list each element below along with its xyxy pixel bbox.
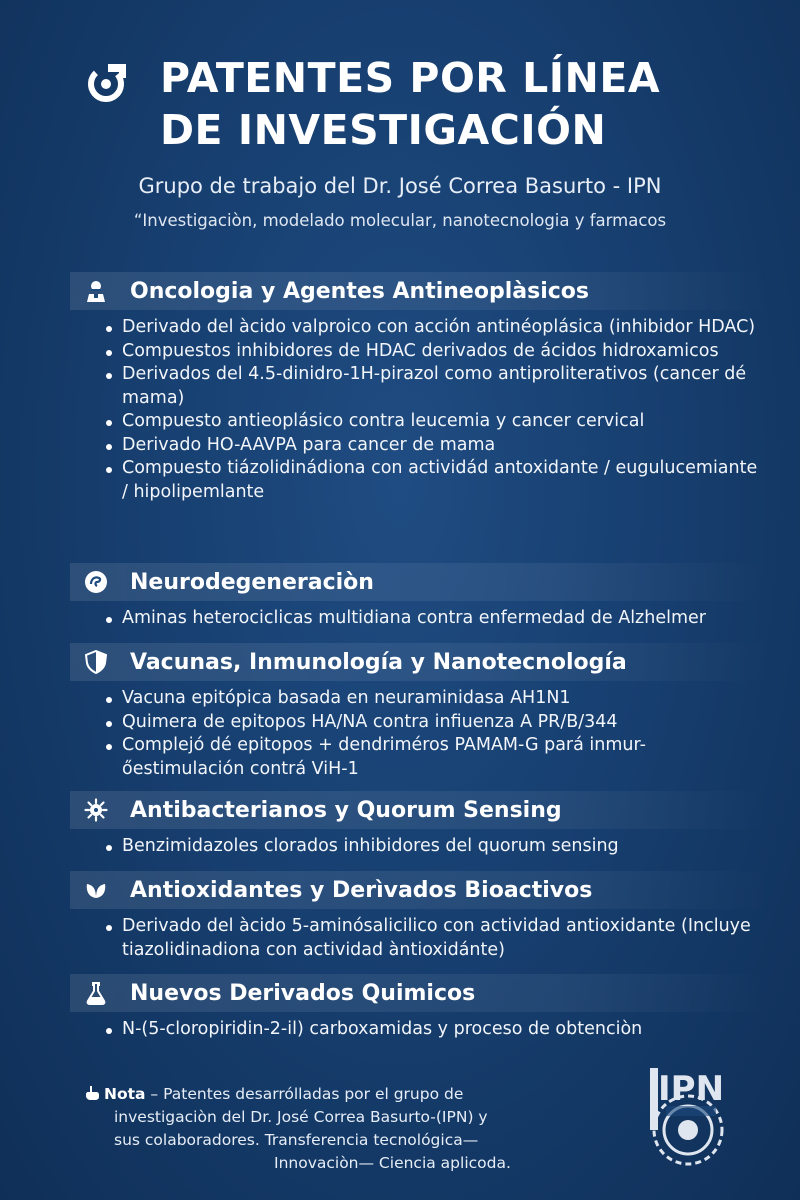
list-item: Derivado del àcido 5-aminósalicilico con actividad antioxidante (Incluye tiazolidinadiona con actividad àntioxidánte) <box>106 915 766 962</box>
item-list <box>70 915 770 962</box>
section-header <box>70 871 770 909</box>
section-header <box>70 643 770 681</box>
item-list <box>70 835 770 859</box>
list-item: Compuesto tiázolidinádiona con actividád antoxidante / eugulucemiante / hipolipemlante <box>106 457 766 504</box>
section-title: Neurodegeneraciòn <box>130 569 374 595</box>
section-title: Antioxidantes y Derìvados Bioactivos <box>130 877 593 903</box>
list-item: Quimera de epitopos HA/NA contra infiuenza A PR/B/344 <box>106 711 766 735</box>
section-header <box>70 974 770 1012</box>
list-item: Derivado del àcido valproico con acción antinéoplásica (inhibidor HDAC) <box>106 316 766 340</box>
tagline: “Investigaciòn, modelado molecular, nanotecnologia y farmacos <box>133 211 667 230</box>
note-text: – Patentes desarrólladas por el grupo de <box>145 1085 464 1103</box>
shield-icon <box>84 650 108 674</box>
item-list <box>70 1018 770 1042</box>
item-list <box>70 687 770 781</box>
section-title: Vacunas, Inmunología y Nanotecnología <box>130 649 627 675</box>
subtitle: Grupo de trabajo del Dr. José Correa Basurto - IPN <box>138 174 662 198</box>
list-item: Aminas heterociclicas multidiana contra enfermedad de Alzhelmer <box>106 607 766 631</box>
list-item: Derivado HO-AAVPA para cancer de mama <box>106 434 766 458</box>
section-header <box>70 791 770 829</box>
scientist-icon <box>84 279 108 303</box>
footer-note <box>84 1083 544 1175</box>
seal-text: IPN <box>658 1069 725 1109</box>
section-oncologia <box>70 272 770 504</box>
list-item: Vacuna epitópica basada en neuraminidasa AH1N1 <box>106 687 766 711</box>
section-title: Nuevos Derivados Quimicos <box>130 980 476 1006</box>
title-line-2: DE INVESTIGACIÓN <box>160 106 607 154</box>
note-line-3: sus colaboradores. Transferencia tecnológica— <box>114 1131 479 1149</box>
bacteria-icon <box>84 798 108 822</box>
note-line-2: investigaciòn del Dr. José Correa Basurto-(IPN) y <box>114 1108 488 1126</box>
hand-pointer-icon <box>84 1085 100 1101</box>
item-list <box>70 316 770 504</box>
section-header <box>70 272 770 310</box>
list-item: Compuestos inhibidores de HDAC derivados de ácidos hidroxamicos <box>106 340 766 364</box>
title-line-1: PATENTES POR LÍNEA <box>160 54 661 102</box>
section-title: Antibacterianos y Quorum Sensing <box>130 797 562 823</box>
item-list <box>70 607 770 631</box>
note-label: Nota <box>104 1085 146 1103</box>
page-title <box>160 52 780 156</box>
section-antibacterianos <box>70 791 770 859</box>
section-vacunas <box>70 643 770 781</box>
leaf-icon <box>84 878 108 902</box>
list-item: Derivados del 4.5-dinidro-1H-pirazol como antiproliterativos (cancer dé mama) <box>106 363 766 410</box>
section-antioxidantes <box>70 871 770 962</box>
patent-logo-icon <box>86 58 132 104</box>
section-neurodegeneracion <box>70 563 770 631</box>
flask-icon <box>84 981 108 1005</box>
list-item: N-(5-cloropiridin-2-il) carboxamidas y proceso de obtenciòn <box>106 1018 766 1042</box>
section-nuevos-derivados <box>70 974 770 1042</box>
section-header <box>70 563 770 601</box>
ipn-seal-logo <box>636 1060 736 1170</box>
list-item: Complejó dé epitopos + dendriméros PAMAM-G pará inmur-őestimulación contrá ViH-1 <box>106 734 766 781</box>
note-line-4: Innovaciòn— Ciencia aplicoda. <box>274 1154 511 1172</box>
section-title: Oncologia y Agentes Antineoplàsicos <box>130 278 589 304</box>
list-item: Compuesto antieoplásico contra leucemia y cancer cervical <box>106 410 766 434</box>
note-line-1 <box>84 1083 544 1106</box>
list-item: Benzimidazoles clorados inhibidores del quorum sensing <box>106 835 766 859</box>
brain-icon <box>84 570 108 594</box>
